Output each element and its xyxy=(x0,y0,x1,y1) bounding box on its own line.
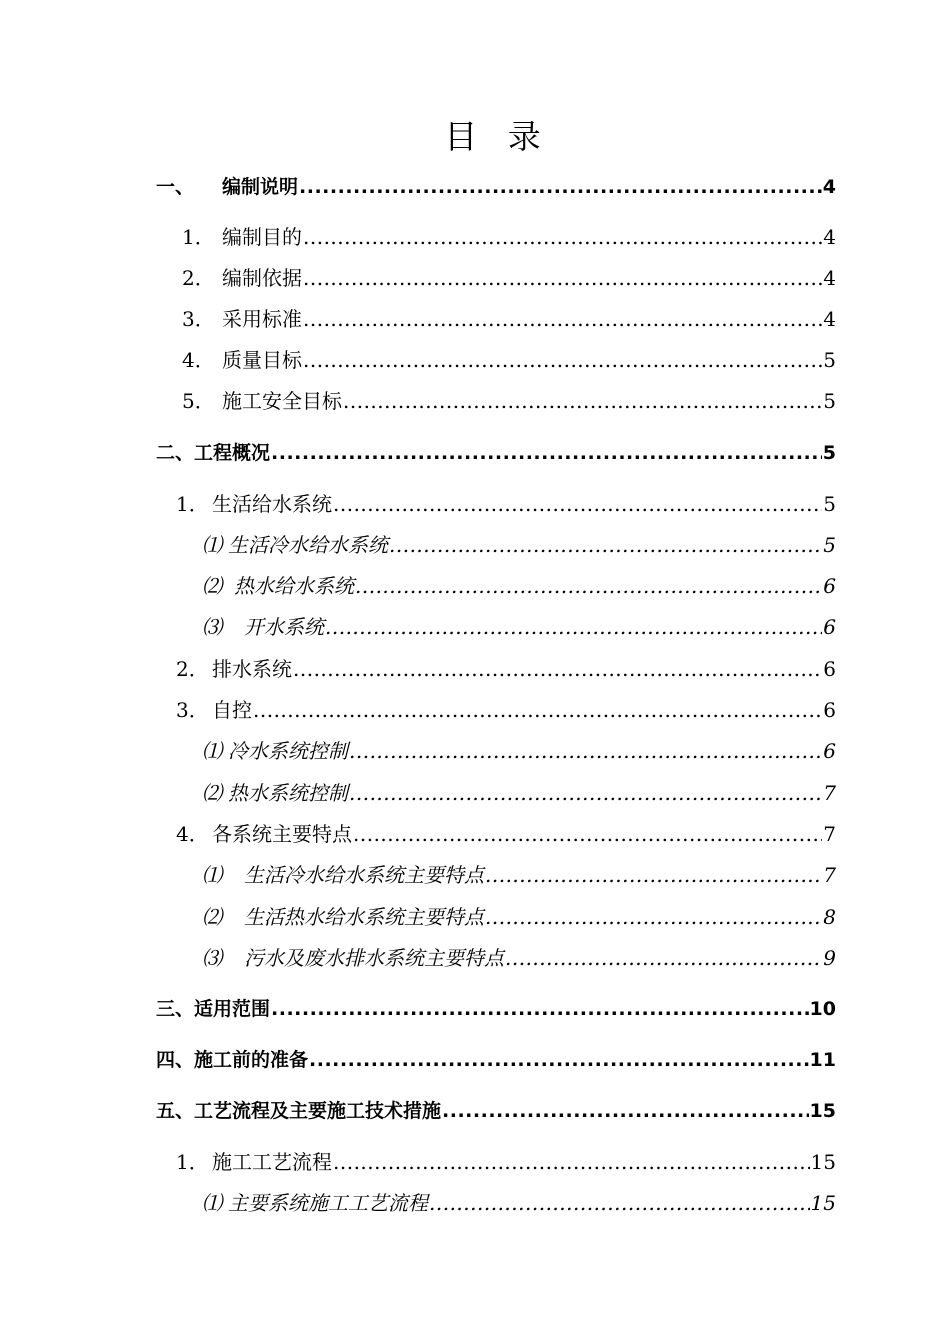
toc-entry-number: 三、 xyxy=(156,998,195,1020)
toc-entry-page: 5 xyxy=(823,389,836,413)
toc-entry[interactable] xyxy=(182,304,836,334)
toc-entry-number: 四、 xyxy=(156,1049,195,1071)
toc-entry-number: 5． xyxy=(182,389,215,413)
dot-leader xyxy=(271,994,809,1024)
toc-entry-label: 适用范围 xyxy=(194,998,271,1020)
toc-entry-label: 工程概况 xyxy=(194,442,271,464)
toc-entry-page: 10 xyxy=(809,998,836,1020)
toc-entry-number: ⑵ xyxy=(202,574,222,598)
toc-entry-label: 热水给水系统 xyxy=(234,574,354,598)
toc-entry[interactable] xyxy=(182,386,836,416)
toc-entry-label: 开水系统 xyxy=(244,615,324,639)
dot-leader xyxy=(271,438,822,468)
dot-leader xyxy=(303,222,822,252)
dot-leader xyxy=(442,1096,809,1126)
toc-entry-number: ⑴ xyxy=(202,739,222,763)
toc-entry-page: 6 xyxy=(823,739,836,763)
toc-entry-number: 二、 xyxy=(156,442,195,464)
toc-entry-number: 五、 xyxy=(156,1100,195,1122)
dot-leader xyxy=(389,530,822,560)
toc-entry-label: 各系统主要特点 xyxy=(212,822,352,846)
toc-entry-page: 9 xyxy=(823,946,836,970)
toc-entry-label: 施工前的准备 xyxy=(194,1049,309,1071)
toc-entry[interactable] xyxy=(156,172,836,202)
toc-entry-label: 施工工艺流程 xyxy=(212,1150,332,1174)
toc-entry-page: 7 xyxy=(823,822,836,846)
toc-entry[interactable] xyxy=(202,860,836,890)
toc-entry-page: 7 xyxy=(823,863,836,887)
toc-entry[interactable] xyxy=(182,345,836,375)
toc-entry-number: 3． xyxy=(176,698,209,722)
toc-entry[interactable] xyxy=(202,736,836,766)
toc-title xyxy=(0,112,950,162)
toc-entry[interactable] xyxy=(202,530,836,560)
toc-entry-label: 工艺流程及主要施工技术措施 xyxy=(194,1100,442,1122)
dot-leader xyxy=(303,304,822,334)
toc-entry-label: 生活冷水给水系统 xyxy=(228,533,388,557)
dot-leader xyxy=(505,943,822,973)
toc-entry-page: 7 xyxy=(823,781,836,805)
toc-entry-page: 4 xyxy=(823,266,836,290)
toc-entry-label: 编制说明 xyxy=(222,176,299,198)
dot-leader xyxy=(325,612,822,642)
toc-entry-page: 8 xyxy=(823,905,836,929)
toc-entry-label: 生活冷水给水系统主要特点 xyxy=(244,863,484,887)
toc-entry[interactable] xyxy=(176,695,836,725)
toc-entry-page: 15 xyxy=(809,1100,836,1122)
toc-entry-number: 4． xyxy=(182,348,215,372)
toc-entry-page: 15 xyxy=(810,1150,836,1174)
toc-entry-number: 2． xyxy=(176,657,209,681)
toc-entry-number: ⑴ xyxy=(202,533,222,557)
dot-leader xyxy=(349,778,822,808)
toc-entry-number: 4． xyxy=(176,822,209,846)
dot-leader xyxy=(355,571,822,601)
toc-entry-label: 主要系统施工工艺流程 xyxy=(228,1191,428,1215)
toc-entry-page: 6 xyxy=(823,574,836,598)
toc-entry[interactable] xyxy=(202,902,836,932)
dot-leader xyxy=(485,902,822,932)
toc-entry-number: 3． xyxy=(182,307,215,331)
toc-entry-page: 5 xyxy=(822,442,836,464)
toc-entry-label: 排水系统 xyxy=(212,657,292,681)
dot-leader xyxy=(303,263,822,293)
toc-entry-label: 生活给水系统 xyxy=(212,492,332,516)
dot-leader xyxy=(485,860,822,890)
dot-leader xyxy=(333,1147,810,1177)
toc-entry[interactable] xyxy=(156,994,836,1024)
toc-entry[interactable] xyxy=(202,571,836,601)
toc-entry[interactable] xyxy=(156,1096,836,1126)
toc-entry-label: 编制目的 xyxy=(222,225,302,249)
toc-entry[interactable] xyxy=(176,1147,836,1177)
dot-leader xyxy=(429,1188,810,1218)
toc-entry-number: 1． xyxy=(176,492,209,516)
toc-entry-label: 编制依据 xyxy=(222,266,302,290)
toc-entry-page: 5 xyxy=(823,533,836,557)
toc-entry[interactable] xyxy=(202,1188,836,1218)
toc-entry-number: 一、 xyxy=(156,176,195,198)
toc-entry-page: 4 xyxy=(823,225,836,249)
dot-leader xyxy=(309,1045,809,1075)
dot-leader xyxy=(299,172,822,202)
toc-entry-label: 自控 xyxy=(212,698,252,722)
toc-entry[interactable] xyxy=(182,263,836,293)
toc-entry-number: ⑶ xyxy=(202,946,222,970)
toc-entry-label: 生活热水给水系统主要特点 xyxy=(244,905,484,929)
toc-entry[interactable] xyxy=(182,222,836,252)
toc-entry-number: ⑴ xyxy=(202,1191,222,1215)
toc-entry[interactable] xyxy=(156,1045,836,1075)
toc-entry-label: 冷水系统控制 xyxy=(228,739,348,763)
toc-entry-page: 4 xyxy=(822,176,836,198)
toc-entry-page: 6 xyxy=(823,698,836,722)
toc-entry-number: 1． xyxy=(176,1150,209,1174)
toc-entry-page: 5 xyxy=(823,348,836,372)
toc-entry[interactable] xyxy=(202,943,836,973)
toc-entry-label: 质量目标 xyxy=(222,348,302,372)
toc-entry-page: 15 xyxy=(810,1191,836,1215)
toc-entry[interactable] xyxy=(202,778,836,808)
toc-entry-number: ⑵ xyxy=(202,905,222,929)
toc-entry[interactable] xyxy=(176,819,836,849)
dot-leader xyxy=(349,736,822,766)
dot-leader xyxy=(333,489,822,519)
dot-leader xyxy=(353,819,822,849)
toc-entry-number: 1． xyxy=(182,225,215,249)
toc-entry-page: 6 xyxy=(823,615,836,639)
dot-leader xyxy=(293,654,822,684)
toc-entry-label: 污水及废水排水系统主要特点 xyxy=(244,946,504,970)
toc-entry-page: 6 xyxy=(823,657,836,681)
dot-leader xyxy=(303,345,822,375)
toc-entry-page: 4 xyxy=(823,307,836,331)
toc-entry-number: ⑴ xyxy=(202,863,222,887)
dot-leader xyxy=(343,386,822,416)
toc-entry[interactable] xyxy=(202,612,836,642)
toc-entry-number: ⑶ xyxy=(202,615,222,639)
dot-leader xyxy=(253,695,822,725)
toc-entry-page: 5 xyxy=(823,492,836,516)
toc-entry-label: 施工安全目标 xyxy=(222,389,342,413)
toc-entry[interactable] xyxy=(156,438,836,468)
toc-title-text: 目 录 xyxy=(444,117,551,156)
toc-entry-label: 热水系统控制 xyxy=(228,781,348,805)
toc-entry-label: 采用标准 xyxy=(222,307,302,331)
toc-entry[interactable] xyxy=(176,654,836,684)
toc-entry-number: ⑵ xyxy=(202,781,222,805)
toc-entry-number: 2． xyxy=(182,266,215,290)
toc-entry[interactable] xyxy=(176,489,836,519)
toc-entry-page: 11 xyxy=(809,1049,836,1071)
